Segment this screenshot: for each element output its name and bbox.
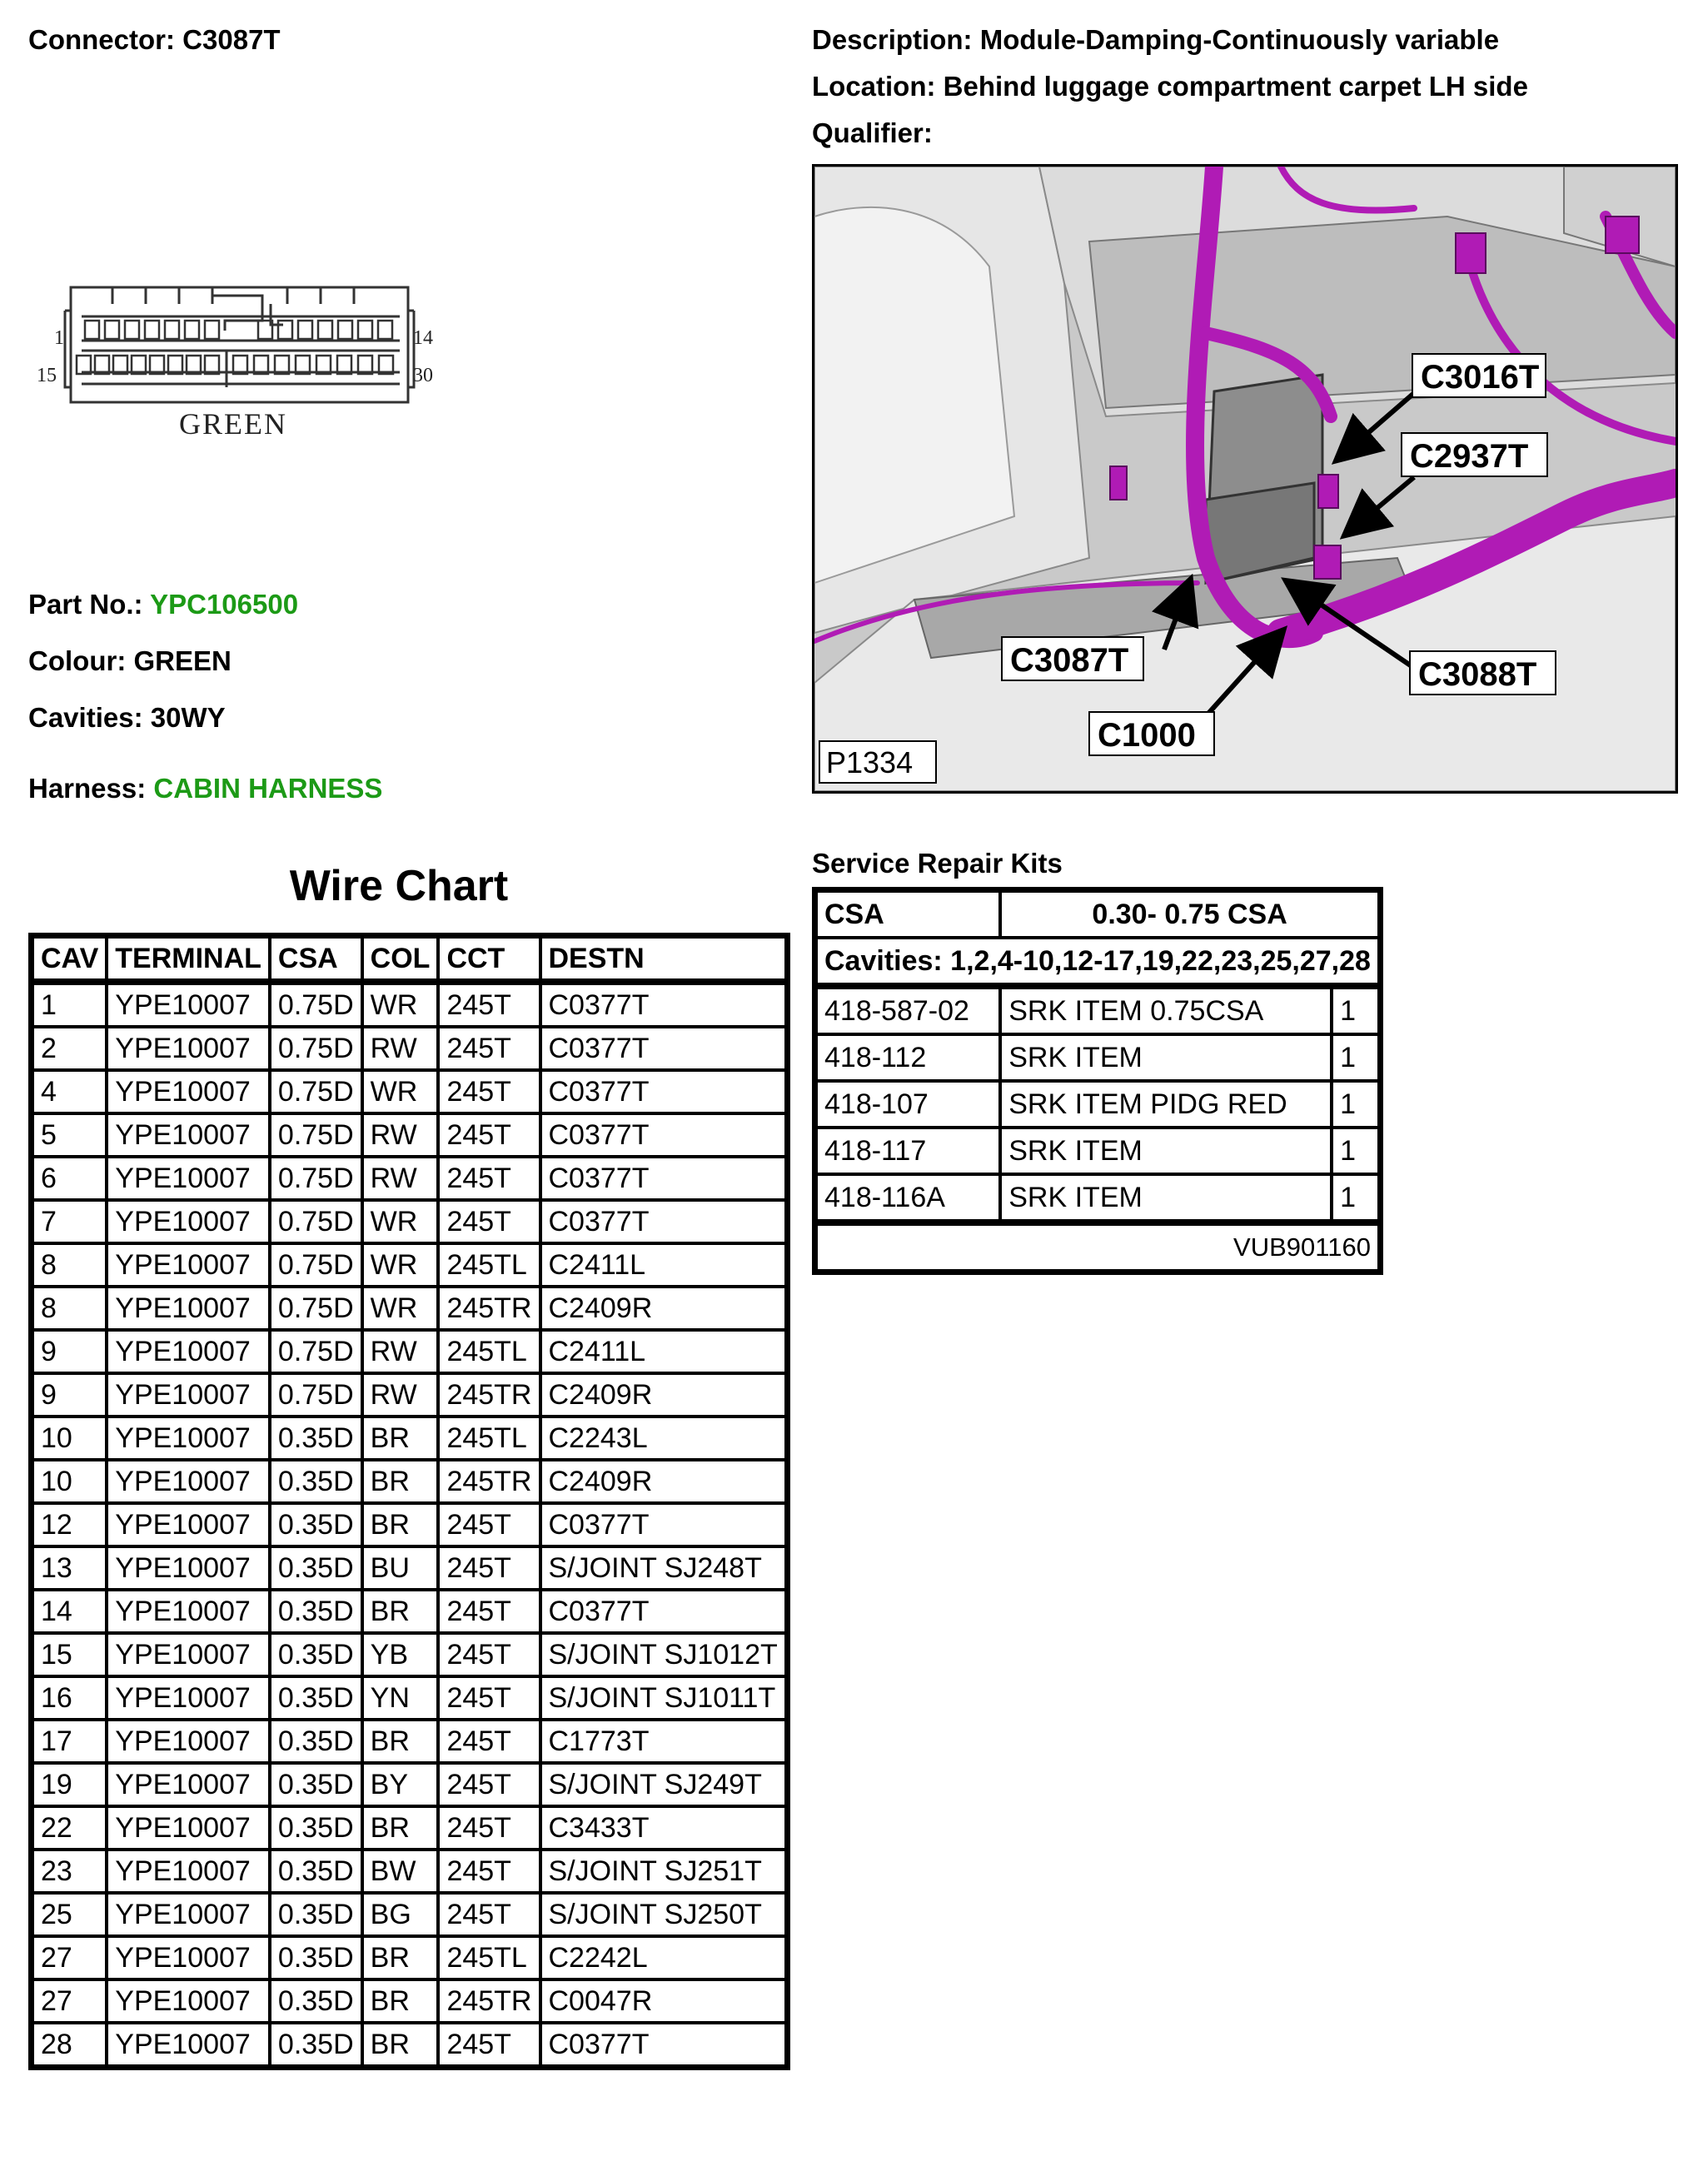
table-cell: 0.35D (270, 1417, 362, 1460)
table-cell: C0377T (540, 1200, 786, 1243)
repair-kit-cell: SRK ITEM (1000, 1034, 1332, 1081)
pin-cavity (185, 321, 199, 339)
table-cell: 245T (438, 1070, 540, 1113)
table-row (32, 1590, 786, 1633)
csa-value: 0.30- 0.75 CSA (1000, 891, 1379, 938)
location-value: Behind luggage compartment carpet LH side (943, 71, 1528, 102)
table-cell: YPE10007 (107, 1503, 270, 1546)
table-cell: YPE10007 (107, 1460, 270, 1503)
table-cell: 0.35D (270, 1763, 362, 1806)
table-row (32, 1200, 786, 1243)
wire-chart-header-row (32, 937, 786, 980)
repair-kits-csa-row (816, 891, 1379, 938)
table-cell: 245T (438, 1806, 540, 1850)
description-label: Description: (812, 24, 973, 55)
harness-line (28, 772, 382, 805)
pin-cavity (125, 321, 139, 339)
repair-kit-row (816, 1034, 1379, 1081)
table-cell: 0.75D (270, 1243, 362, 1287)
table-row (32, 1763, 786, 1806)
cavities-label: Cavities: (28, 702, 143, 733)
table-cell: 0.75D (270, 1330, 362, 1373)
location-photo (812, 164, 1678, 794)
table-cell: S/JOINT SJ1012T (540, 1633, 786, 1676)
table-cell: YPE10007 (107, 1936, 270, 1979)
table-cell: 245T (438, 1763, 540, 1806)
cavities-line (28, 701, 226, 734)
repair-kit-cell: 418-117 (816, 1128, 1000, 1174)
table-cell: BR (362, 1720, 439, 1763)
connector-face-diagram (33, 279, 466, 446)
repair-kit-cell: 418-587-02 (816, 984, 1000, 1034)
repair-kits-cavities-row (816, 938, 1379, 984)
table-cell: 27 (32, 1936, 107, 1979)
table-cell: 245T (438, 1027, 540, 1070)
table-cell: YPE10007 (107, 1373, 270, 1417)
table-cell: C0377T (540, 980, 786, 1027)
table-cell: YPE10007 (107, 1720, 270, 1763)
figure-id: P1334 (826, 745, 914, 779)
table-cell: 17 (32, 1720, 107, 1763)
table-cell: 16 (32, 1676, 107, 1720)
table-row (32, 1633, 786, 1676)
table-row (32, 1806, 786, 1850)
table-cell: 8 (32, 1287, 107, 1330)
pin-cavity (298, 321, 312, 339)
table-cell: RW (362, 1027, 439, 1070)
pin-label-15: 15 (37, 365, 57, 386)
table-cell: 25 (32, 1893, 107, 1936)
repair-kit-cell: 418-112 (816, 1034, 1000, 1081)
table-cell: 245T (438, 980, 540, 1027)
repair-kit-cell: 1 (1332, 1128, 1379, 1174)
column-header: CSA (270, 937, 362, 980)
repair-kits-footer: VUB901160 (816, 1221, 1379, 1271)
table-row (32, 1546, 786, 1590)
colour-line (28, 645, 232, 678)
table-cell: 0.35D (270, 1936, 362, 1979)
table-cell: 14 (32, 1590, 107, 1633)
table-cell: 245T (438, 1546, 540, 1590)
table-row (32, 980, 786, 1027)
table-cell: 1 (32, 980, 107, 1027)
table-cell: C3433T (540, 1806, 786, 1850)
table-cell: 0.35D (270, 1893, 362, 1936)
table-cell: 0.75D (270, 1373, 362, 1417)
table-cell: 245TL (438, 1243, 540, 1287)
table-cell: 245TR (438, 1287, 540, 1330)
table-cell: RW (362, 1373, 439, 1417)
harness-value[interactable]: CABIN HARNESS (153, 773, 383, 804)
table-cell: 245T (438, 1200, 540, 1243)
table-cell: WR (362, 1287, 439, 1330)
table-cell: C0377T (540, 1070, 786, 1113)
table-cell: 0.35D (270, 1676, 362, 1720)
table-cell: BY (362, 1763, 439, 1806)
table-row (32, 2023, 786, 2066)
csa-label: CSA (816, 891, 1000, 938)
table-row (32, 1113, 786, 1157)
table-cell: 0.75D (270, 1070, 362, 1113)
table-cell: YPE10007 (107, 1417, 270, 1460)
table-cell: 245T (438, 1633, 540, 1676)
table-row (32, 1460, 786, 1503)
table-cell: 0.35D (270, 1850, 362, 1893)
table-cell: 9 (32, 1373, 107, 1417)
table-cell: 245TR (438, 1460, 540, 1503)
table-cell: S/JOINT SJ249T (540, 1763, 786, 1806)
repair-kit-cell: SRK ITEM PIDG RED (1000, 1081, 1332, 1128)
table-cell: YPE10007 (107, 1330, 270, 1373)
repair-kit-row (816, 1081, 1379, 1128)
table-cell: YPE10007 (107, 1027, 270, 1070)
table-row (32, 1503, 786, 1546)
table-cell: 245T (438, 1590, 540, 1633)
table-row (32, 1936, 786, 1979)
table-cell: 7 (32, 1200, 107, 1243)
table-cell: YPE10007 (107, 1200, 270, 1243)
table-cell: YPE10007 (107, 1893, 270, 1936)
repair-kit-cell: 418-116A (816, 1174, 1000, 1221)
table-cell: C0377T (540, 1027, 786, 1070)
table-row (32, 1676, 786, 1720)
table-row (32, 1850, 786, 1893)
table-row (32, 1979, 786, 2023)
table-cell: 10 (32, 1417, 107, 1460)
table-cell: 0.75D (270, 1113, 362, 1157)
table-cell: BR (362, 1460, 439, 1503)
table-cell: S/JOINT SJ248T (540, 1546, 786, 1590)
repair-kit-row (816, 1128, 1379, 1174)
pin-cavity (85, 321, 99, 339)
table-cell: S/JOINT SJ1011T (540, 1676, 786, 1720)
column-header: CAV (32, 937, 107, 980)
table-cell: YPE10007 (107, 980, 270, 1027)
pin-cavity (278, 321, 292, 339)
table-cell: 6 (32, 1157, 107, 1200)
table-cell: 9 (32, 1330, 107, 1373)
table-cell: YPE10007 (107, 1633, 270, 1676)
table-cell: BR (362, 1417, 439, 1460)
table-cell: 5 (32, 1113, 107, 1157)
table-row (32, 1373, 786, 1417)
table-cell: 0.35D (270, 1720, 362, 1763)
table-cell: 245TL (438, 1417, 540, 1460)
table-cell: YPE10007 (107, 2023, 270, 2066)
table-cell: YPE10007 (107, 1070, 270, 1113)
wire-chart-table (28, 933, 790, 2070)
column-header: COL (362, 937, 439, 980)
table-cell: 2 (32, 1027, 107, 1070)
column-header: CCT (438, 937, 540, 980)
table-cell: C1773T (540, 1720, 786, 1763)
location-label: Location: (812, 71, 936, 102)
table-cell: C2409R (540, 1287, 786, 1330)
table-cell: BR (362, 1979, 439, 2023)
table-cell: YPE10007 (107, 1546, 270, 1590)
table-cell: 0.75D (270, 980, 362, 1027)
table-cell: 4 (32, 1070, 107, 1113)
table-cell: C2242L (540, 1936, 786, 1979)
table-cell: C2409R (540, 1373, 786, 1417)
table-cell: WR (362, 1070, 439, 1113)
table-cell: BR (362, 1503, 439, 1546)
table-cell: 245T (438, 1157, 540, 1200)
table-cell: BW (362, 1850, 439, 1893)
table-cell: C2243L (540, 1417, 786, 1460)
table-row (32, 1070, 786, 1113)
connector-label: Connector: (28, 24, 175, 55)
table-cell: BU (362, 1546, 439, 1590)
table-row (32, 1720, 786, 1763)
pin-cavity (105, 321, 119, 339)
connector-heading (28, 23, 281, 57)
table-cell: C2409R (540, 1460, 786, 1503)
table-cell: 245T (438, 1720, 540, 1763)
repair-kits-table (812, 887, 1383, 1275)
table-cell: 245T (438, 1676, 540, 1720)
table-cell: YPE10007 (107, 1287, 270, 1330)
table-cell: 0.75D (270, 1027, 362, 1070)
pin-cavity (205, 321, 219, 339)
pin-cavity (358, 321, 372, 339)
table-cell: 0.35D (270, 1979, 362, 2023)
table-cell: WR (362, 980, 439, 1027)
connector-colour-text: GREEN (179, 407, 287, 441)
table-cell: S/JOINT SJ250T (540, 1893, 786, 1936)
repair-kit-cell: 1 (1332, 1174, 1379, 1221)
table-cell: C0377T (540, 1157, 786, 1200)
table-cell: S/JOINT SJ251T (540, 1850, 786, 1893)
table-cell: 245TR (438, 1373, 540, 1417)
table-cell: C0377T (540, 1113, 786, 1157)
repair-kit-cell: SRK ITEM 0.75CSA (1000, 984, 1332, 1034)
repair-kit-cell: SRK ITEM (1000, 1128, 1332, 1174)
pin-cavity (145, 321, 159, 339)
table-cell: 27 (32, 1979, 107, 2023)
table-cell: YPE10007 (107, 1113, 270, 1157)
table-cell: BR (362, 2023, 439, 2066)
qualifier-line (812, 117, 933, 150)
callout-c3016t: C3016T (1421, 359, 1540, 396)
table-cell: YN (362, 1676, 439, 1720)
table-cell: BR (362, 1806, 439, 1850)
table-cell: 0.75D (270, 1157, 362, 1200)
table-cell: 245T (438, 1113, 540, 1157)
table-cell: 245T (438, 1503, 540, 1546)
table-row (32, 1330, 786, 1373)
pin-cavity (338, 321, 352, 339)
repair-kits-title: Service Repair Kits (812, 848, 1063, 879)
harness-label: Harness: (28, 773, 147, 804)
location-line (812, 70, 1528, 103)
table-cell: 10 (32, 1460, 107, 1503)
repair-kit-cell: 1 (1332, 984, 1379, 1034)
callout-c3087t: C3087T (1010, 642, 1129, 679)
column-header: DESTN (540, 937, 786, 980)
table-cell: 0.75D (270, 1200, 362, 1243)
table-cell: YPE10007 (107, 1850, 270, 1893)
pin-cavity (378, 321, 392, 339)
table-cell: 245TR (438, 1979, 540, 2023)
table-row (32, 1027, 786, 1070)
description-value: Module-Damping-Continuously variable (979, 24, 1500, 55)
table-cell: 0.75D (270, 1287, 362, 1330)
table-cell: BR (362, 1590, 439, 1633)
table-cell: BR (362, 1936, 439, 1979)
table-row (32, 1893, 786, 1936)
repair-kits-cavities: Cavities: 1,2,4-10,12-17,19,22,23,25,27,28 (816, 938, 1379, 984)
pin-label-14: 14 (413, 327, 433, 349)
table-cell: BG (362, 1893, 439, 1936)
table-row (32, 1243, 786, 1287)
table-cell: 245T (438, 1893, 540, 1936)
repair-kit-row (816, 1174, 1379, 1221)
table-cell: 0.35D (270, 1460, 362, 1503)
table-cell: C0377T (540, 1590, 786, 1633)
table-cell: RW (362, 1113, 439, 1157)
pin-label-1: 1 (54, 327, 64, 349)
table-cell: YPE10007 (107, 1806, 270, 1850)
table-cell: C2411L (540, 1243, 786, 1287)
table-cell: 245TL (438, 1330, 540, 1373)
table-cell: WR (362, 1243, 439, 1287)
table-cell: YPE10007 (107, 1979, 270, 2023)
table-cell: 28 (32, 2023, 107, 2066)
table-cell: YPE10007 (107, 1157, 270, 1200)
repair-kit-cell: 1 (1332, 1081, 1379, 1128)
repair-kit-cell: SRK ITEM (1000, 1174, 1332, 1221)
table-cell: 0.35D (270, 2023, 362, 2066)
cavities-value: 30WY (150, 702, 226, 733)
table-cell: YPE10007 (107, 1763, 270, 1806)
callout-c1000: C1000 (1098, 717, 1196, 754)
table-cell: C0047R (540, 1979, 786, 2023)
table-cell: WR (362, 1200, 439, 1243)
table-cell: 15 (32, 1633, 107, 1676)
part-number-label: Part No.: (28, 589, 143, 620)
table-cell: RW (362, 1157, 439, 1200)
qualifier-label: Qualifier: (812, 117, 933, 148)
repair-kits-footer-row (816, 1221, 1379, 1271)
table-cell: 245T (438, 1850, 540, 1893)
table-cell: C0377T (540, 2023, 786, 2066)
table-cell: 8 (32, 1243, 107, 1287)
table-cell: 245TL (438, 1936, 540, 1979)
table-cell: 0.35D (270, 1590, 362, 1633)
repair-kit-cell: 1 (1332, 1034, 1379, 1081)
table-row (32, 1157, 786, 1200)
table-cell: RW (362, 1330, 439, 1373)
table-cell: 13 (32, 1546, 107, 1590)
wire-chart-title: Wire Chart (289, 862, 509, 910)
repair-kit-cell: 418-107 (816, 1081, 1000, 1128)
table-cell: YPE10007 (107, 1676, 270, 1720)
table-cell: 19 (32, 1763, 107, 1806)
table-cell: 22 (32, 1806, 107, 1850)
repair-kit-row (816, 984, 1379, 1034)
table-cell: YPE10007 (107, 1243, 270, 1287)
table-cell: 12 (32, 1503, 107, 1546)
connector-value: C3087T (182, 24, 281, 55)
table-cell: 0.35D (270, 1503, 362, 1546)
part-number-line (28, 588, 298, 621)
table-cell: C0377T (540, 1503, 786, 1546)
table-cell: YPE10007 (107, 1590, 270, 1633)
callout-c3088t: C3088T (1418, 656, 1537, 693)
pin-label-30: 30 (413, 365, 433, 386)
table-cell: YB (362, 1633, 439, 1676)
colour-label: Colour: (28, 645, 127, 676)
table-cell: 0.35D (270, 1633, 362, 1676)
table-cell: 245T (438, 2023, 540, 2066)
table-cell: 0.35D (270, 1806, 362, 1850)
table-cell: 0.35D (270, 1546, 362, 1590)
description-line (812, 23, 1499, 57)
colour-value: GREEN (133, 645, 232, 676)
callout-c2937t: C2937T (1410, 438, 1529, 475)
pin-cavity (165, 321, 179, 339)
table-row (32, 1287, 786, 1330)
table-cell: C2411L (540, 1330, 786, 1373)
part-number-value[interactable]: YPC106500 (150, 589, 299, 620)
table-row (32, 1417, 786, 1460)
table-cell: 23 (32, 1850, 107, 1893)
pin-cavity (318, 321, 332, 339)
column-header: TERMINAL (107, 937, 270, 980)
